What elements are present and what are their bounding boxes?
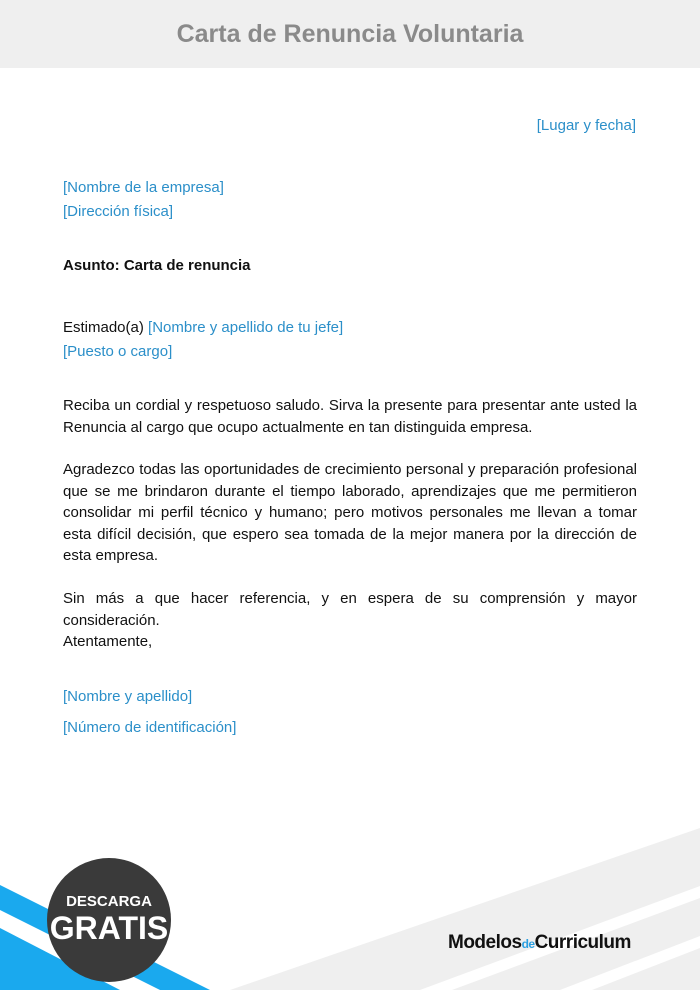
company-address: [Dirección física] <box>63 203 174 220</box>
signer-name: [Nombre y apellido] <box>63 688 193 705</box>
subject: Asunto: Carta de renuncia <box>63 257 251 274</box>
paragraph-1: Reciba un cordial y respetuoso saludo. Sirva la presente para presentar ante usted la Renuncia al cargo que ocupo actualmente en tan distinguida empresa. <box>63 397 637 436</box>
closing: Atentamente, <box>63 633 153 650</box>
paragraph-2: Agradezco todas las oportunidades de crecimiento personal y preparación profesional que se me brindaron durante el tiempo laborado, aprendizajes que me permitieron consolidar mi perfil técnico y humano; pero motivos personales me llevan a tomar esta difícil decisión, que espero sea tomada de la mejor manera por la dirección de esta empresa. <box>63 461 637 564</box>
free-download-badge[interactable] <box>47 858 171 982</box>
page-title: Carta de Renuncia Voluntaria <box>176 19 524 48</box>
place-date: [Lugar y fecha] <box>536 117 636 134</box>
signer-id: [Número de identificación] <box>63 719 237 736</box>
brand-logo: ModelosdeCurriculum <box>448 932 631 953</box>
greeting: Estimado(a) <box>63 319 144 336</box>
boss-position: [Puesto o cargo] <box>63 343 173 360</box>
paragraph-3: Sin más a que hacer referencia, y en espera de su comprensión y mayor consideración. <box>63 590 637 629</box>
badge-line1: DESCARGA <box>66 893 152 910</box>
company-name: [Nombre de la empresa] <box>63 179 224 196</box>
boss-name: [Nombre y apellido de tu jefe] <box>148 319 344 336</box>
badge-line2: GRATIS <box>49 910 169 946</box>
